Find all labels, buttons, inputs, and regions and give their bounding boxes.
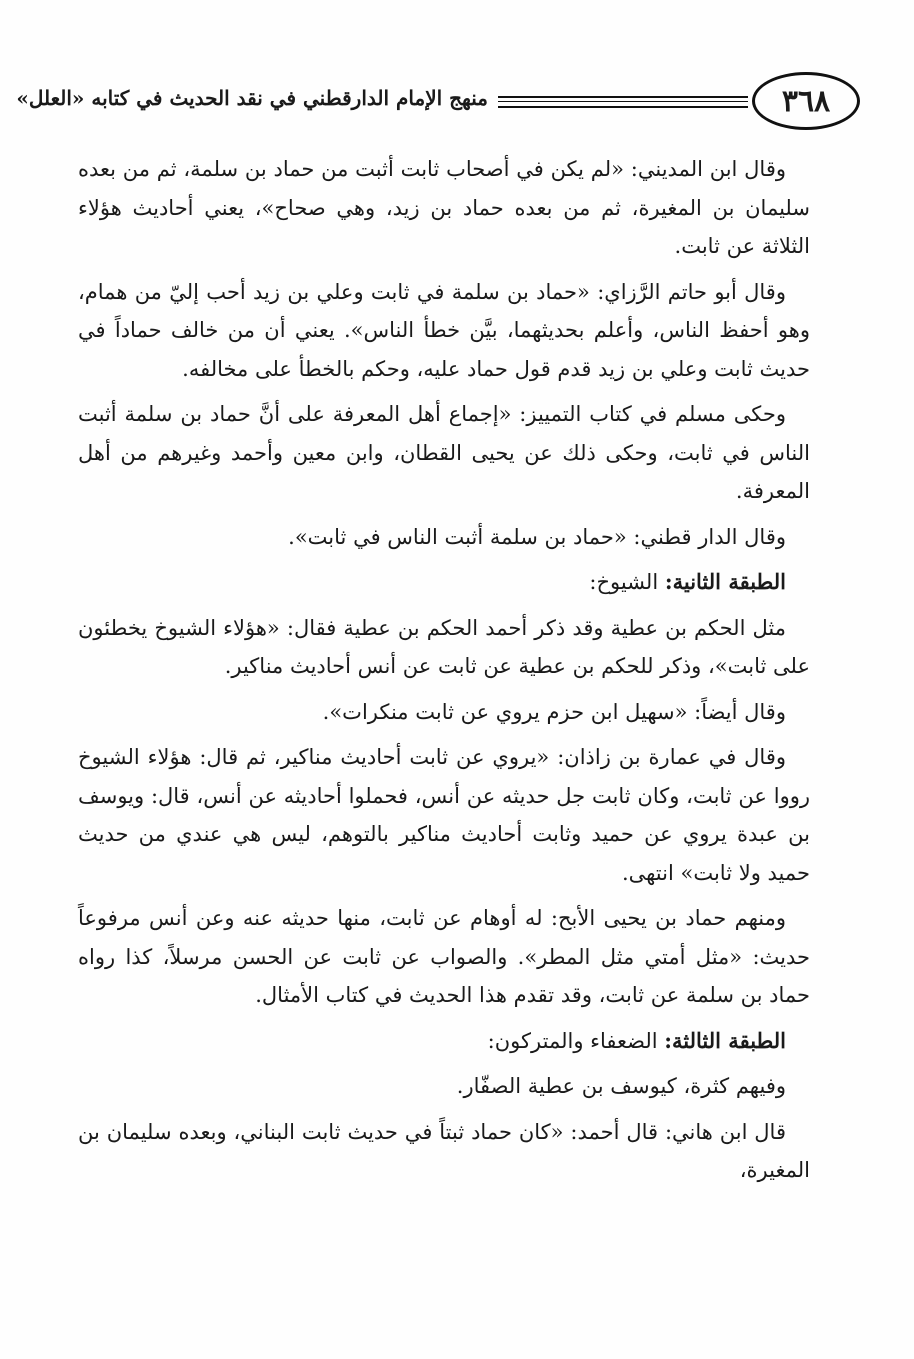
section-heading-2-text: الشيوخ: <box>589 570 665 594</box>
page-header <box>16 72 860 136</box>
section-heading-2 <box>78 563 810 602</box>
paragraph-8: وقال في عمارة بن زاذان: «يروي عن ثابت أحاديث مناكير، ثم قال: هؤلاء الشيوخ رووا عن ثابت، وكان ثابت جل حديثه عن أنس، فحملوا أحاديثه عن أنس، قال: ويوسف بن عبدة يروي عن حميد وثابت أحاديث مناكير بالتوهم، ليس هي عندي من حديث حميد ولا ثابت» انتهى. <box>78 745 810 885</box>
section-heading-2-title: الطبقة الثانية: <box>664 569 786 594</box>
paragraph-7: وقال أيضاً: «سهيل ابن حزم يروي عن ثابت منكرات». <box>322 699 786 724</box>
section-heading-3 <box>78 1022 810 1061</box>
paragraph-4: وقال الدار قطني: «حماد بن سلمة أثبت الناس في ثابت». <box>288 524 786 549</box>
paragraph-6: مثل الحكم بن عطية وقد ذكر أحمد الحكم بن عطية فقال: «هؤلاء الشيوخ يخطئون على ثابت»، وذكر للحكم بن عطية عن ثابت عن أنس أحاديث مناكير. <box>78 615 810 678</box>
page-number-text: ٣٦٨ <box>781 83 831 119</box>
header-rule <box>498 96 748 108</box>
running-title: منهج الإمام الدارقطني في نقد الحديث في كتابه «العلل» <box>16 86 488 110</box>
section-heading-3-title: الطبقة الثالثة: <box>664 1027 786 1053</box>
paragraph-9: ومنهم حماد بن يحيى الأبح: له أوهام عن ثابت، منها حديثه عنه وعن أنس مرفوعاً حديث: «مثل أمتي مثل المطر». والصواب عن ثابت عن الحسن مرسلاً، كذا رواه حماد بن سلمة عن ثابت، وقد تقدم هذا الحديث في كتاب الأمثال. <box>78 906 810 1007</box>
paragraph-11: وفيهم كثرة، كيوسف بن عطية الصفّار. <box>456 1074 786 1098</box>
paragraph-3: وحكى مسلم في كتاب التمييز: «إجماع أهل المعرفة على أنَّ حماد بن سلمة أثبت الناس في ثابت، وحكى ذلك عن يحيى القطان، وابن معين وأحمد وغيرهم من أهل المعرفة. <box>78 402 810 503</box>
paragraph-1: وقال ابن المديني: «لم يكن في أصحاب ثابت أثبت من حماد بن سلمة، ثم من بعده سليمان بن المغيرة، ثم من بعده حماد بن زيد، وهي صحاح»، يعني أحاديث هؤلاء الثلاثة عن ثابت. <box>78 157 810 258</box>
paragraph-2: وقال أبو حاتم الرَّزاي: «حماد بن سلمة في ثابت وعلي بن زيد أحب إليّ من همام، وهو أحفظ الناس، وأعلم بحديثهما، بيَّن خطأ الناس». يعني أن من خالف حماداً في حديث ثابت وعلي بن زيد قدم قول حماد عليه، وحكم بالخطأ على مخالفه. <box>78 279 810 381</box>
body-text <box>78 150 810 1197</box>
section-heading-3-text: الضعفاء والمتركون: <box>487 1028 665 1053</box>
paragraph-12: قال ابن هاني: قال أحمد: «كان حماد ثبتاً في حديث ثابت البناني، وبعده سليمان بن المغيرة، <box>78 1119 810 1182</box>
page-number <box>752 72 860 130</box>
